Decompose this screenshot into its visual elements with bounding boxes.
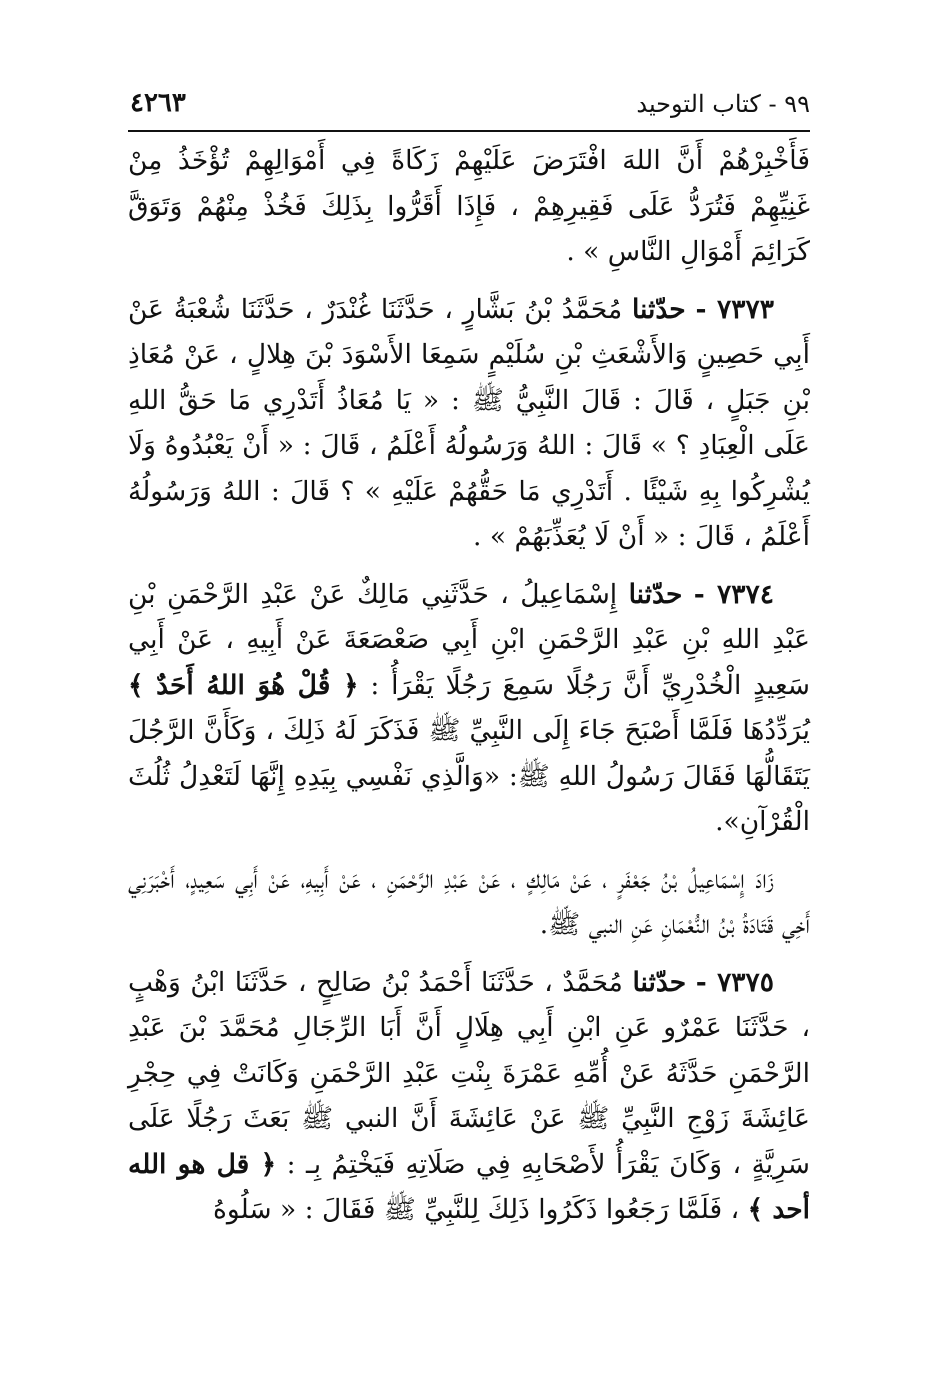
paragraph-text: زَادَ إِسْمَاعِيلُ بْنُ جَعْفَرٍ ، عَنْ مَالِكٍ ، عَنْ عَبْدِ الرَّحْمَنِ ، عَنْ أَبِيهِ، عَنْ أَبِي سَعِيدٍ، أَخْبَرَنِي أَخِي قَتَادَةُ بْنُ النُّعْمَانِ عَنِ النبي ﷺ. <box>128 863 810 940</box>
hadith-7374 <box>128 572 810 845</box>
quran-verse: ﴿ قل هو الله أحد ﴾ <box>128 1148 810 1225</box>
hadith-lead-word: حدّثنا <box>631 293 686 325</box>
quran-verse: ﴿ قُلْ هُوَ اللهُ أَحَدٌ ﴾ <box>128 669 359 701</box>
hadith-text: مُحَمَّدٌ ، حَدَّثَنَا أَحْمَدُ بْنُ صَالِحٍ ، حَدَّثَنَا ابْنُ وَهْبٍ ، حَدَّثَنَا عَمْرٌو عَنِ ابْنِ أَبِي هِلَالٍ أَنَّ أَبَا الرِّجَالِ مُحَمَّدَ بْنَ عَبْدِ الرَّحْمَنِ حَدَّثَهُ عَنْ أُمِّهِ عَمْرَةَ بِنْتِ عَبْدِ الرَّحْمَنِ وَكَانَتْ فِي حِجْرِ عَائِشَةَ زَوْجِ النَّبِيِّ ﷺ عَنْ عَائِشَةَ أَنَّ النبي ﷺ بَعَثَ رَجُلًا عَلَى سَرِيَّةٍ ، وَكَانَ يَقْرَأُ لأَصْحَابِهِ فِي صَلَاتِهِ فَيَخْتِمُ بِـ : <box>128 966 810 1180</box>
hadith-7375 <box>128 960 810 1233</box>
hadith-7373 <box>128 287 810 560</box>
header-rule <box>128 130 810 132</box>
hadith-text-continued: يُرَدِّدُهَا فَلَمَّا أَصْبَحَ جَاءَ إِلَى النَّبِيِّ ﷺ فَذَكَرَ لَهُ ذَلِكَ ، وَكَأَنَّ الرَّجُلَ يَتَقَالُّهَا فَقَالَ رَسُولُ اللهِ ﷺ: «وَالَّذِي نَفْسِي بِيَدِهِ إِنَّهَا لَتَعْدِلُ ثُلُثَ الْقُرْآنِ». <box>128 715 810 837</box>
paragraph-text: فَأَخْبِرْهُمْ أَنَّ اللهَ افْتَرَضَ عَلَيْهِمْ زَكَاةً فِي أَمْوَالِهِمْ تُؤْخَذُ مِنْ غَنِيِّهِمْ فَتُرَدُّ عَلَى فَقِيرِهِمْ ، فَإِذَا أَقَرُّوا بِذَلِكَ فَخُذْ مِنْهُمْ وَتَوَقَّ كَرَائِمَ أَمْوَالِ النَّاسِ » . <box>128 145 810 267</box>
paragraph-continuation <box>128 138 810 275</box>
hadith-lead-word: حدّثنا <box>632 966 687 998</box>
hadith-number: ٧٣٧٣ - <box>695 293 774 325</box>
hadith-number: ٧٣٧٥ - <box>695 966 775 998</box>
page-number: ٤٢٦٣ <box>130 88 186 118</box>
hadith-text: مُحَمَّدُ بْنُ بَشَّارٍ ، حَدَّثَنَا غُنْدَرٌ ، حَدَّثَنَا شُعْبَةُ عَنْ أَبِي حَصِينٍ وَالأَشْعَثِ بْنِ سُلَيْمٍ سَمِعَا الأَسْوَدَ بْنَ هِلالٍ ، عَنْ مُعَاذِ بْنِ جَبَلٍ ، قَالَ : قَالَ النَّبِيُّ ﷺ : « يَا مُعَاذُ أَتَدْرِي مَا حَقُّ اللهِ عَلَى الْعِبَادِ ؟ » قَالَ : اللهُ وَرَسُولُهُ أَعْلَمُ ، قَالَ : « أَنْ يَعْبُدُوهُ وَلَا يُشْرِكُوا بِهِ شَيْئًا . أَتَدْرِي مَا حَقُّهُمْ عَلَيْهِ » ؟ قَالَ : اللهُ وَرَسُولُهُ أَعْلَمُ ، قَالَ : « أَنْ لَا يُعَذِّبَهُمْ » . <box>128 293 810 552</box>
chapter-title: ٩٩ - كتاب التوحيد <box>636 90 810 118</box>
hadith-lead-word: حدّثنا <box>628 578 683 610</box>
narration-addition <box>128 857 810 948</box>
document-page <box>128 82 810 1362</box>
body-text <box>128 138 810 1233</box>
page-header <box>128 82 810 130</box>
hadith-text: إِسْمَاعِيلُ ، حَدَّثَنِي مَالِكٌ عَنْ عَبْدِ الرَّحْمَنِ بْنِ عَبْدِ اللهِ بْنِ عَبْدِ الرَّحْمَنِ ابْنِ أَبِي صَعْصَعَةَ عَنْ أَبِيهِ ، عَنْ أَبِي سَعِيدٍ الْخُدْرِيِّ أَنَّ رَجُلًا سَمِعَ رَجُلًا يَقْرَأُ : <box>128 578 811 701</box>
hadith-number: ٧٣٧٤ - <box>693 578 774 610</box>
hadith-text-continued: ، فَلَمَّا رَجَعُوا ذَكَرُوا ذَلِكَ لِلنَّبِيِّ ﷺ فَقَالَ : « سَلُوهُ <box>213 1194 740 1225</box>
